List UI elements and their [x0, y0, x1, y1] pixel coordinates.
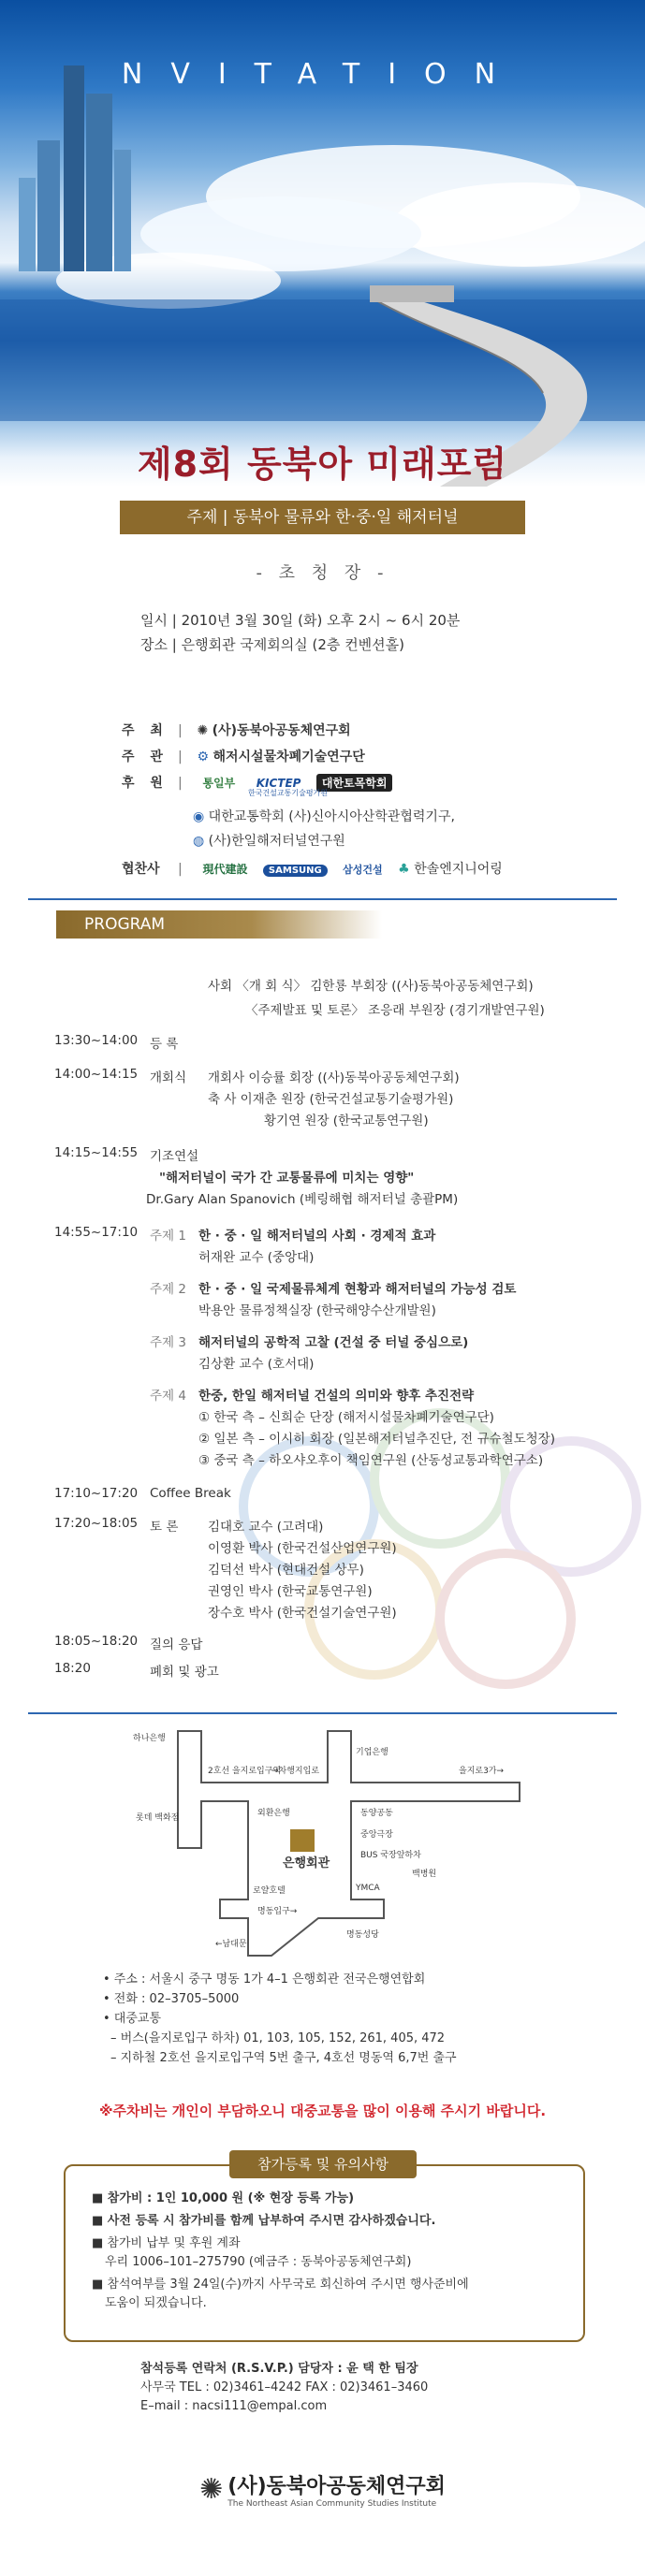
program-item: 기조연설 [150, 1149, 199, 1164]
panelist: 권영인 박사 (한국교통연구원) [208, 1584, 373, 1599]
opening-line-2: 축 사 이재춘 원장 (한국건설교통기술평가원) [208, 1092, 454, 1107]
mc-line-2: 〈주제발표 및 토론〉 조응래 부원장 (경기개발연구원) [245, 1003, 545, 1018]
registration-item: 우리 1006–101–275790 (예금주 : 동북아공동체연구회) [105, 2255, 412, 2269]
forum-title: 제8회 동북아 미래포럼 [137, 444, 508, 485]
registration-list [92, 2190, 469, 2313]
date-venue-block [140, 608, 460, 657]
sponsor-logo-ksce: 대한토목학회 [316, 774, 393, 792]
registration-item: ■ 참석여부를 3월 24일(수)까지 사무국로 회신하여 주시면 행사준비에 [92, 2278, 469, 2292]
bank-hall-marker [290, 1829, 315, 1852]
program-time: 14:15~14:55 [54, 1145, 139, 1160]
manage-logo-icon: ⚙ [197, 750, 210, 764]
keynote-title: "해저터널이 국가 간 교통물류에 미치는 영향" [159, 1171, 415, 1186]
gear-logo-icon: ✺ [197, 723, 209, 738]
registration-item: 도움이 되겠습니다. [105, 2296, 207, 2310]
program-time: 13:30~14:00 [54, 1033, 139, 1048]
sponsor-text-2: (사)한일해저터널연구원 [208, 834, 345, 849]
panelist: 김대호 교수 (고려대) [208, 1520, 324, 1535]
map-label: BUS 국장앞하차 [360, 1851, 421, 1860]
sponsor-label: 후 원 [122, 776, 169, 791]
sponsor-logo-icon-2: ◍ [193, 834, 205, 849]
footer-org-name-en: The Northeast Asian Community Studies Institute [227, 2499, 437, 2509]
sponsor-logo-sub: 한국건설교통기술평가원 [248, 789, 329, 797]
section-divider [28, 1712, 617, 1714]
hansol-logo-icon: ♣ [398, 862, 410, 877]
topic4-title: 한중, 한일 해저터널 건설의 의미와 향후 추진전략 [198, 1389, 475, 1404]
map-label: 로얄호텔 [253, 1886, 286, 1896]
map-label: 외환은행 [257, 1809, 290, 1818]
host-name: (사)동북아공동체연구회 [212, 723, 351, 738]
program-item: 폐회 및 광고 [150, 1665, 219, 1680]
opening-line-3: 황기연 원장 (한국교통연구원) [264, 1113, 429, 1128]
program-item: 등 록 [150, 1037, 179, 1052]
map-label: 롯데 백화점 [136, 1813, 180, 1823]
program-time: 17:10~17:20 [54, 1486, 139, 1501]
topic3-speaker: 김상환 교수 (호서대) [198, 1357, 315, 1372]
panelist: 이영환 박사 (한국건설산업연구원) [208, 1541, 397, 1556]
registration-item: ■ 참가비 : 1인 10,000 원 (※ 현장 등록 가능) [92, 2191, 355, 2205]
map-label: YMCA [356, 1884, 380, 1893]
program-item: 개회식 [150, 1070, 187, 1085]
phone: • 전화 : 02–3705–5000 [103, 1992, 240, 2006]
program-item: 주제 1 [150, 1229, 186, 1244]
cosponsor-text: 한솔엔지니어링 [414, 862, 503, 877]
cosponsor-label: 협찬사 [122, 862, 160, 877]
topic3-title: 해저터널의 공학적 고찰 (건설 중 터널 중심으로) [198, 1335, 469, 1350]
bus-info: – 버스(을지로입구 하차) 01, 103, 105, 152, 261, 405, 472 [110, 2031, 446, 2045]
map-label: 중앙극장 [360, 1830, 393, 1840]
contact-block [140, 2360, 428, 2416]
topic1-title: 한 · 중 · 일 해저터널의 사회 · 경제적 효과 [198, 1229, 436, 1244]
sponsor-logo-icon: ◉ [193, 809, 205, 824]
map-label: →차행지입로 [271, 1767, 320, 1776]
program-item: 질의 응답 [150, 1637, 203, 1652]
panelist: 김덕선 박사 (현대건설 상무) [208, 1563, 364, 1578]
section-divider [28, 898, 617, 900]
topic2-title: 한 · 중 · 일 국제물류체계 현황과 해저터널의 가능성 검토 [198, 1282, 517, 1297]
manage-name: 해저시설물차폐기술연구단 [213, 750, 365, 764]
opening-line-1: 개회사 이승률 회장 ((사)동북아공동체연구회) [208, 1070, 460, 1085]
topic4-sub-3: ③ 중국 측 – 하오샤오후이 책임연구원 (산동성교통과학연구소) [198, 1453, 544, 1468]
topic-bar: 주제 | 동북아 물류와 한·중·일 해저터널 [120, 501, 525, 534]
contact-email[interactable]: E–mail : nacsi111@empal.com [140, 2399, 328, 2413]
topic2-label: 주제 2 [150, 1282, 186, 1297]
contact-line-2: 사무국 TEL : 02)3461–4242 FAX : 02)3461–3460 [140, 2380, 429, 2394]
registration-title: 참가등록 및 유의사항 [229, 2150, 417, 2178]
map-label: 동양공동 [360, 1809, 393, 1818]
contact-line-1: 참석등록 연락처 (R.S.V.P.) 담당자 : 윤 택 한 팀장 [140, 2362, 418, 2376]
map-label: 명동입구→ [257, 1907, 298, 1916]
map-label: 기업은행 [356, 1748, 388, 1757]
program-time: 18:05~18:20 [54, 1634, 139, 1649]
panelist: 장수호 박사 (한국건설기술연구원) [208, 1606, 397, 1621]
gear-logo-icon: ✺ [199, 2473, 224, 2506]
host-label: 주 최 [122, 723, 169, 738]
topic4-sub-1: ① 한국 측 – 신희순 단장 (해저시설물차폐기술연구단) [198, 1410, 494, 1425]
invitation-page: NVITATION 제8회 동북아 미래포럼 주제 | 동북아 물류와 한·중·일 해저터널 - 초 청 장 - 일시 | 2010년 3월 30일 (화) 오후 2시 ~ 6시 20분 장소 | 은행회관 국제회의실 (2층 컨벤션홀) 주 최 | ✺ (사)동북아공동체연구회 주 관 | ⚙ 해저시설물차폐기술연구단 후 원 | 통일부 KICTEP 대한토목학회 한국건설교통기술평가원 ◉ 대한교통학회 (사)신아시아산학관협력기구, ◍ (사)한일해저터널연구원 협찬사 | 現代建設 SAMSUNG 삼성건설 ♣ 한솔엔지니어링 PROGRAM 사회 〈개 회 식〉 김한룡 부회장 ((사)동북아공동체연구회) 〈주제발표 및 토론〉 조응래 부원장 (경기개발연구원) 13:30~14:00 등 록 14:00~14:15 개회식 개회사 이승률 회장 ((사)동북아공동체연구회) 축 사 이재춘 원장 (한국건설교통기술평가원) 황기연 원장 (한국교통연구원) 14:15~14:55 기조연설 "해저터널이 국가 간 교통물류에 미치는 영향" Dr.Gary Alan Spanovich (베링해협 해저터널 총괄PM) 14:55~17:10 주제 1 한 · 중 · 일 해저터널의 사회 · 경제적 효과 허재완 교수 (중앙대) 주제 2 한 · 중 · 일 국제물류체계 현황과 해저터널의 가능성 검토 박용안 물류정책실장 (한국해양수산개발원) 주제 3 해저터널의 공학적 고찰 (건설 중 터널 중심으로) 김상환 교수 (호서대) 주제 4 한중, 한일 해저터널 건설의 의미와 향후 추진전략 ① 한국 측 – 신희순 단장 (해저시설물차폐기술연구단) ② 일본 측 – 이시히 회장 (일본해저터널추진단, 전 규슈철도청장) ③ 중국 측 – 하오샤오후이 책임연구원 (산동성교통과학연구소) 17:10~17:20 Coffee Break 17:20~18:05 토 론 김대호 교수 (고려대) 이영환 박사 (한국건설산업연구원) 김덕선 박사 (현대건설 상무) 권영인 박사 (한국교통연구원) 장수호 박사 (한국건설기술연구원) 18:05~18:20 질의 응답 18:20 폐회 및 광고 하나은행 2호선 을지로입구역 →차행지입로 기업은행 을지로3가→ 롯데 백화점 외환은행 동양공동 중앙극장 BUS 국장앞하차 은행회관 로얄호텔 YMCA 백병원 명동입구→ ←남대문 명동성당 • 주소 : 서울시 중구 명동 1가 4–1 은행회관 전국은행연합회 • 전화 : 02–3705–5000 • 대중교통 – 버스(을지로입구 하차) 01, 103, 105, 152, 261, 405, 472 – 지하철 2호선 을지로입구역 5번 출구, 4호선 명동역 6,7번 출구 ※주차비는 개인이 부담하오니 대중교통을 많이 이용해 주시기 바랍니다. 참가등록 및 유의사항 ■ 참가비 : 1인 10,000 원 (※ 현장 등록 가능) ■ 사전 등록 시 참가비를 함께 납부하여 주시면 감사하겠습니다. ■ 참가비 납부 및 후원 계좌 우리 1006–101–275790 (예금주 : 동북아공동체연구회) ■ 참석여부를 3월 24일(수)까지 사무국로 회신하여 주시면 행사준비에 도움이 되겠습니다. 참석등록 연락처 (R.S.V.P.) 담당자 : 윤 택 한 팀장 사무국 TEL : 02)3461–4242 FAX : 02)3461–3460 E–mail : nacsi111@empal.com ✺ (사)동북아공동체연구회 The Northeast Asian Community Studies Institute [0, 0, 645, 2576]
date-label: 일시 | [140, 612, 177, 629]
footer-org-name: (사)동북아공동체연구회 [227, 2475, 446, 2498]
topic3-label: 주제 3 [150, 1335, 186, 1350]
sponsor-logo-kictep: KICTEP [256, 777, 301, 790]
program-time: 14:00~14:15 [54, 1067, 139, 1082]
event-date: 2010년 3월 30일 (화) 오후 2시 ~ 6시 20분 [181, 612, 461, 629]
sponsor-text-1: 대한교통학회 (사)신아시아산학관협력기구, [208, 809, 455, 824]
map-label: 백병원 [412, 1870, 437, 1879]
registration-item: ■ 참가비 납부 및 후원 계좌 [92, 2236, 241, 2250]
topic4-sub-2: ② 일본 측 – 이시히 회장 (일본해저터널추진단, 전 규슈철도청장) [198, 1432, 555, 1447]
cosponsor-logo-hyundai: 現代建設 [202, 863, 248, 876]
sponsor-logo-unification: 통일부 [202, 777, 236, 790]
map-label: 은행회관 [283, 1856, 330, 1870]
invitation-heading: NVITATION [121, 58, 524, 91]
address: • 주소 : 서울시 중구 명동 1가 4–1 은행회관 전국은행연합회 [103, 1972, 426, 1987]
subway-info: – 지하철 2호선 을지로입구역 5번 출구, 4호선 명동역 6,7번 출구 [110, 2051, 457, 2065]
hero-artwork [0, 0, 645, 487]
map-label: 을지로3가→ [459, 1767, 505, 1776]
map-label: 2호선 을지로입구역 [208, 1767, 282, 1776]
topic4-label: 주제 4 [150, 1389, 186, 1404]
mc-line-1: 사회 〈개 회 식〉 김한룡 부회장 ((사)동북아공동체연구회) [208, 979, 534, 994]
location-map [131, 1726, 524, 1960]
cosponsor-logo-samsung-construction: 삼성건설 [343, 864, 383, 876]
map-label: ←남대문 [215, 1940, 247, 1949]
program-item: Coffee Break [150, 1486, 231, 1501]
cosponsor-logo-samsung: SAMSUNG [263, 865, 328, 877]
program-time: 17:20~18:05 [54, 1516, 139, 1531]
location-info [103, 1970, 457, 2068]
event-venue: 은행회관 국제회의실 (2층 컨벤션홀) [181, 636, 405, 653]
parking-notice: ※주차비는 개인이 부담하오니 대중교통을 많이 이용해 주시기 바랍니다. [98, 2103, 547, 2119]
program-time: 18:20 [54, 1661, 91, 1676]
registration-item: ■ 사전 등록 시 참가비를 함께 납부하여 주시면 감사하겠습니다. [92, 2214, 436, 2228]
program-item: 토 론 [150, 1520, 179, 1535]
program-bar: PROGRAM [56, 910, 382, 939]
keynote-speaker: Dr.Gary Alan Spanovich (베링해협 해저터널 총괄PM) [146, 1192, 459, 1207]
map-label: 명동성당 [346, 1930, 379, 1940]
topic1-speaker: 허재완 교수 (중앙대) [198, 1250, 315, 1265]
program-time: 14:55~17:10 [54, 1225, 139, 1240]
map-label: 하나은행 [133, 1734, 166, 1743]
manage-label: 주 관 [122, 750, 169, 764]
invite-label: - 초 청 장 - [256, 563, 389, 583]
transport-heading: • 대중교통 [103, 2012, 162, 2026]
venue-label: 장소 | [140, 636, 177, 653]
footer-logo [0, 2470, 645, 2509]
topic2-speaker: 박용안 물류정책실장 (한국해양수산개발원) [198, 1303, 436, 1318]
